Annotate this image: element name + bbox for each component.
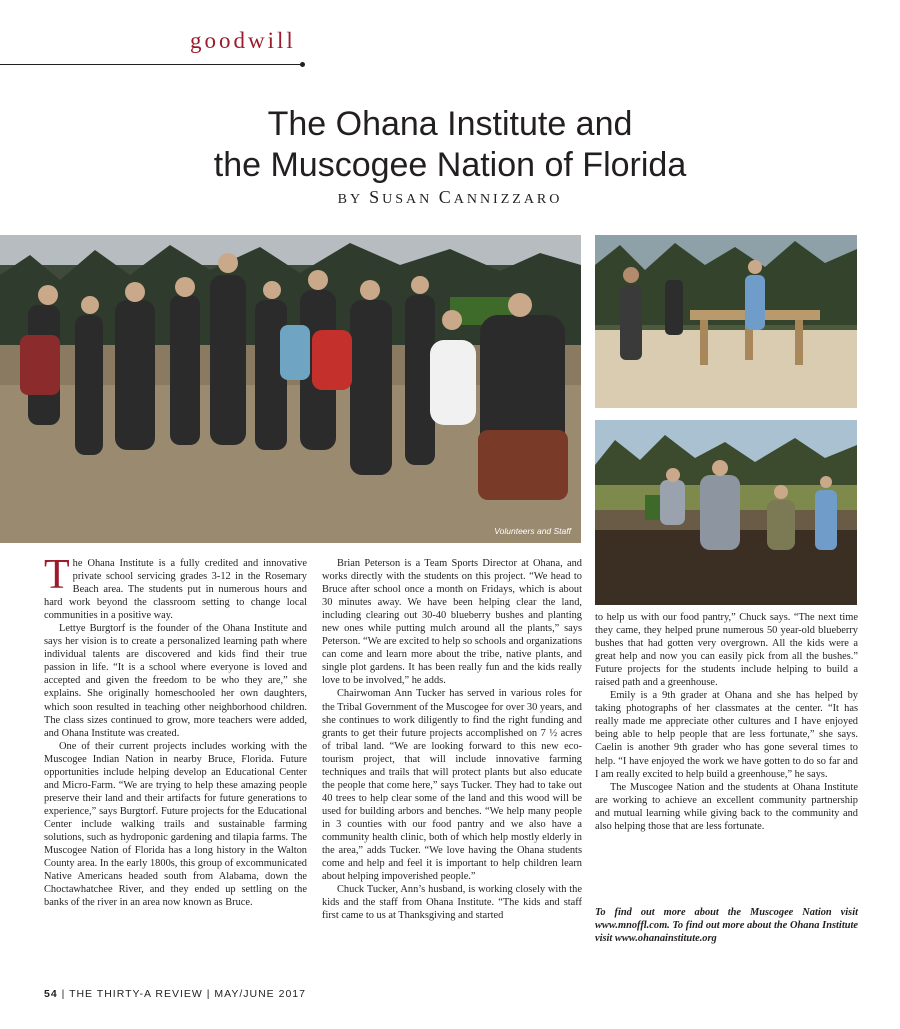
folio-separator: | <box>57 988 70 1000</box>
section-rule-dot <box>300 62 305 67</box>
paragraph: Brian Peterson is a Team Sports Director at Ohana, and works directly with the students on this project. “We head to Bruce after school once a month on Fridays, which is about 30 minutes away. We have been helping clear the land, including clearing out 30-40 blueberry bushes and planting new ones while putting mulch around all the plants,” says Peterson. “We are excited to help so schools and organizations can come and learn more about the tribe, native plants, and single plot gardens. It has been really fun and the kids really love to be involved,” he adds. <box>322 558 582 687</box>
cta-text: To find out more about the Muscogee Nation visit www.mnoffl.com. To find out more about the Ohana Institute visit www.ohanainstitute.org <box>595 907 858 945</box>
paragraph: Lettye Burgtorf is the founder of the Ohana Institute and says her vision is to create a personalized learning path where individual talents are discovered and kids find their true passion in life. “It is a school where everyone is loved and accepted and given the freedom to be who they are,” she explains. She originally homeschooled her own daughters, which soon resulted in teaching other neighborhood children. The class sizes continued to grow, more teachers were added, and Ohana Institute was created. <box>44 623 307 739</box>
group-photo-illustration <box>0 235 581 543</box>
byline-by: BY <box>337 192 370 207</box>
paragraph: to help us with our food pantry,” Chuck says. “The next time they came, they helped prune numerous 50 year-old blueberry bushes that had gotten very overgrown. All the kids were a great help and now you can easily pick from all the bushes.” Future projects for the students include helping to build a raised path and a greenhouse. <box>595 612 858 689</box>
page-folio <box>44 988 306 1000</box>
paragraph <box>44 552 307 622</box>
paragraph: Emily is a 9th grader at Ohana and she has helped by taking photographs of her classmates at the center. “It has really made me appreciate other cultures and I have enjoyed being able to help people that are less fortunate,” she says. Caelin is another 9th grader who has gone several times to help. “I have enjoyed the work we have gotten to do so far and I am really excited to help build a greenhouse,” he says. <box>595 690 858 780</box>
title-line-1: The Ohana Institute and <box>267 105 633 143</box>
publication-name: THE THIRTY-A REVIEW <box>69 988 203 1000</box>
photo-caption: Volunteers and Staff <box>494 526 571 536</box>
paragraph: The Muscogee Nation and the students at Ohana Institute are working to achieve an excellent community partnership and mutual learning while giving back to the community and also helping those that are less fortunate. <box>595 781 858 832</box>
byline-last-name: ANNIZZARO <box>453 192 563 207</box>
article-title <box>150 104 750 186</box>
photo-volunteers-and-staff <box>0 235 581 543</box>
drop-cap: T <box>44 552 70 598</box>
paragraph: Chuck Tucker, Ann’s husband, is working closely with the kids and the staff from Ohana Institute. “The kids and staff first came to us at Thanksgiving and started <box>322 884 582 922</box>
byline-initial-c: C <box>438 187 454 207</box>
photo-clearing-land <box>595 420 857 605</box>
call-to-action <box>595 906 858 945</box>
photo-building-table <box>595 235 857 408</box>
paragraph: Chairwoman Ann Tucker has served in various roles for the Tribal Government of the Muscogee for over 30 years, and she continues to work diligently to find the right funding and grants to get their future projects accomplished on 7 ½ acres of tribal land. “We are looking forward to this new eco-tourism project, that will include innovative farming techniques and trails that will protect plants but also educate the people that come here,” says Tucker. They had to take out 40 trees to help clear some of the land and this wood will be used for building arbors and benches. “We help many people in 3 counties with our food pantry and we also have a community health clinic, both of which help mostly elderly in the area,” adds Tucker. “We love having the Ohana students come and help and feel it is important to help children learn about helping impoverished people.” <box>322 688 582 883</box>
paragraph: One of their current projects includes working with the Muscogee Indian Nation in nearby Bruce, Florida. Future opportunities include helping develop an Educational Center and Micro-Farm. “We are trying to help these amazing people preserve their land and their artifacts for future generations to experience,” says Burgtorf. Future projects for the Educational Center include walking trails and sustainable farming solutions, such as hydroponic gardening and tilapia farms. The Muscogee Nation of Florida has a long history in the Walton County area. In the early 1800s, this group of excommunicated Native Americans headed south from Alabama, down the Choctawhatchee River, and they ended up settling on the banks of the river in an area now known as Bruce. <box>44 740 307 909</box>
section-tag: goodwill <box>190 28 296 53</box>
clearing-photo-illustration <box>595 420 857 605</box>
paragraph-text: he Ohana Institute is a fully credited and innovative private school servicing grades 3-12 in the Rosemary Beach area. The students put in numerous hours and hard work beyond the classroom setting to change local communities in a positive way. <box>44 558 307 622</box>
folio-separator: | <box>202 988 215 1000</box>
title-line-2: the Muscogee Nation of Florida <box>213 146 687 184</box>
page-number: 54 <box>44 988 58 1000</box>
byline-initial-s: S <box>369 187 383 207</box>
byline <box>150 187 750 208</box>
issue-date: MAY/JUNE 2017 <box>214 988 306 1000</box>
text-column-3 <box>595 611 858 833</box>
byline-first-name: USAN <box>382 192 439 207</box>
section-rule <box>0 64 302 65</box>
text-column-2 <box>322 557 582 922</box>
table-photo-illustration <box>595 235 857 408</box>
text-column-1 <box>44 552 307 909</box>
